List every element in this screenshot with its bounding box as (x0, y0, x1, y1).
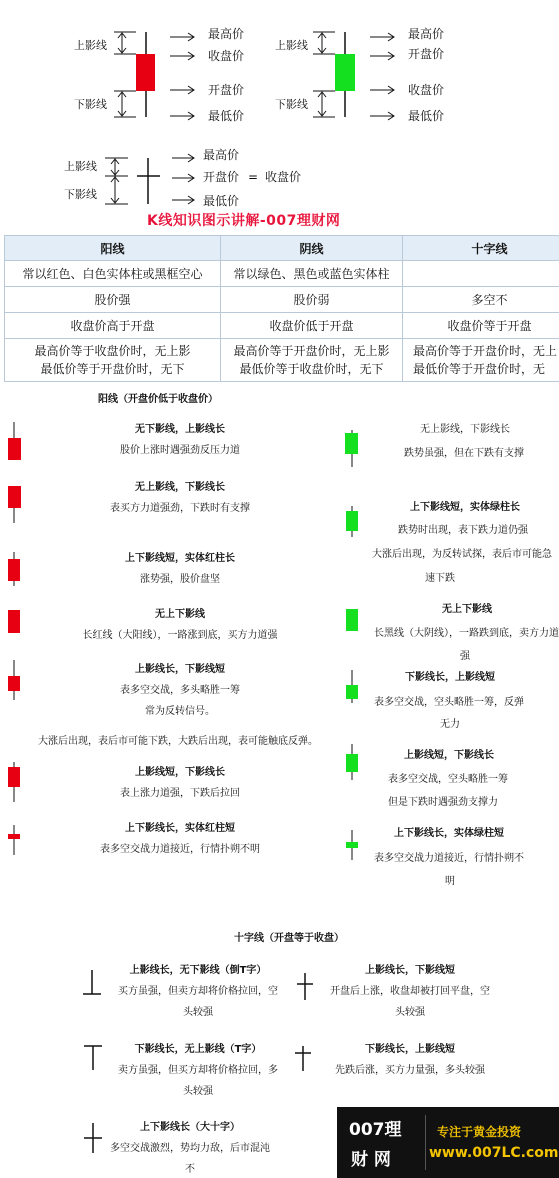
yang-item-text: 常为反转信号。 (145, 706, 215, 717)
doji-section-title: 十字线（开盘等于收盘） (234, 933, 344, 944)
yin-item-2-text: 跌势时出现，表下跌力道仍强 (398, 525, 528, 536)
doji-lower-shadow-label: 下影线 (64, 188, 97, 201)
green-open-label: 开盘价 (408, 47, 445, 61)
doji-item-text: 头较强 (395, 1007, 425, 1018)
yin-item-1-title: 无上影线，下影线长 (420, 424, 510, 435)
green-candle-body (335, 54, 355, 91)
doji-item-text: 不 (185, 1164, 195, 1175)
doji-low-label: 最低价 (203, 194, 240, 208)
doji-item-title: 下影线长，上影线短 (365, 1044, 455, 1055)
yin-item-3-title: 无上下影线 (442, 604, 492, 615)
yin-candle-3 (346, 609, 358, 631)
yang-item-1 (60, 424, 300, 457)
yang-item-text: 涨势强，股价盘坚 (140, 574, 220, 585)
doji-item-4 (310, 1044, 510, 1077)
yang-candles (0, 410, 30, 870)
doji-item-3 (98, 1044, 298, 1098)
red-close-label: 收盘价 (208, 49, 245, 63)
yin-item-4-text: 表多空交战，空头略胜一筹，反弹 (374, 697, 524, 708)
doji-upper-shadow-label: 上影线 (64, 160, 97, 173)
yang-candle-5 (8, 676, 20, 691)
yang-item-4 (60, 609, 300, 642)
yang-item-3 (60, 553, 300, 586)
green-lower-shadow-label: 下影线 (275, 98, 308, 111)
yin-candle-6 (346, 842, 358, 848)
green-close-label: 收盘价 (408, 83, 445, 97)
table-cell: 股价强 (5, 287, 221, 313)
logo-divider (425, 1115, 426, 1170)
doji-item-title: 上下影线长（大十字） (140, 1122, 240, 1133)
doji-item-2 (310, 965, 510, 1019)
site-logo[interactable] (337, 1107, 559, 1178)
yang-item-6 (60, 767, 300, 800)
kline-comparison-table (4, 235, 559, 382)
yang-item-title: 无下影线，上影线长 (135, 424, 225, 435)
yin-candle-1 (345, 433, 358, 454)
doji-item-title: 下影线长，无上影线（T字） (134, 1044, 262, 1055)
yang-item-text: 长红线（大阳线），一路涨到底，买方力道强 (82, 630, 278, 641)
yin-item-3-text: 长黑线（大阴线），一路跌到底，卖方力道 (374, 628, 559, 639)
doji-item-text: 先跌后涨，买方力量强，多头较强 (335, 1065, 485, 1076)
yin-item-4-text: 无力 (440, 719, 460, 730)
yin-item-2-text: 大涨后出现，为反转试探，表后市可能急 (372, 549, 552, 560)
yang-item-text: 表买方力道强劲，下跌时有支撑 (110, 503, 250, 514)
cell-line: 最高价等于开盘价时，无上影 (233, 344, 390, 358)
logo-text-2: 财 网 (351, 1150, 391, 1170)
doji-open-label: 开盘价 (203, 170, 240, 184)
yang-candle-3 (8, 559, 20, 581)
yin-item-2-text: 速下跌 (425, 573, 455, 584)
yang-item-title: 上下影线短，实体红柱长 (125, 553, 235, 564)
yang-item-title: 上影线短，下影线长 (135, 767, 225, 778)
yang-candle-7 (8, 834, 20, 839)
table-row (5, 287, 559, 313)
yin-item-5-text: 表多空交战，空头略胜一筹 (388, 774, 508, 785)
cell-line: 最低价等于开盘价时，无下 (40, 362, 185, 376)
table-cell: 股价弱 (221, 287, 403, 313)
yin-candle-4 (346, 685, 358, 699)
yin-item-6-text: 表多空交战力道接近，行情扑朔不 (374, 853, 524, 864)
yin-candles (338, 420, 368, 870)
table-cell (403, 261, 559, 287)
table-header-doji: 十字线 (403, 236, 559, 261)
table-cell: 收盘价等于开盘 (403, 313, 559, 339)
red-high-label: 最高价 (208, 27, 245, 41)
yin-item-3-text: 强 (460, 651, 470, 662)
yang-item-5 (60, 664, 300, 718)
table-cell: 收盘价低于开盘 (221, 313, 403, 339)
logo-site-url[interactable]: www.007LC.com (429, 1145, 559, 1161)
table-row (5, 261, 559, 287)
yin-item-5-title: 上影线短，下影线长 (404, 750, 494, 761)
yang-candle-4 (8, 610, 20, 633)
green-low-label: 最低价 (408, 109, 445, 123)
table-header-row (5, 236, 559, 261)
cell-line: 最高价等于收盘价时，无上影 (34, 344, 191, 358)
yang-candle-6 (8, 767, 20, 787)
doji-item-text: 头较强 (183, 1007, 213, 1018)
yin-item-1-text: 跌势虽强，但在下跌有支撑 (404, 448, 524, 459)
table-cell (221, 339, 403, 382)
doji-item-text: 卖方虽强，但买方却将价格拉回，多 (118, 1065, 278, 1076)
red-open-label: 开盘价 (208, 83, 245, 97)
doji-item-title: 上影线长，下影线短 (365, 965, 455, 976)
yang-item-title: 无上下影线 (155, 609, 205, 620)
yang-section-title: 阳线（开盘价低于收盘价） (98, 394, 218, 405)
cell-line: 最低价等于开盘价时，无 (413, 362, 546, 376)
yang-item-title: 无上影线，下影线长 (135, 482, 225, 493)
doji-item-text: 开盘后上涨，收盘却被打回平盘，空 (330, 986, 490, 997)
logo-slogan: 专注于黄金投资 (437, 1125, 522, 1139)
cell-line: 最高价等于开盘价时，无上 (413, 344, 558, 358)
yin-item-6-text: 明 (445, 876, 455, 887)
yang-candle-1 (8, 438, 21, 460)
red-low-label: 最低价 (208, 109, 245, 123)
yin-candle-5 (346, 754, 358, 772)
table-row (5, 339, 559, 382)
yin-item-4-title: 下影线长，上影线短 (405, 672, 495, 683)
yang-item-title: 上影线长，下影线短 (135, 664, 225, 675)
yin-item-6-title: 上下影线长，实体绿柱短 (394, 828, 504, 839)
yang-item-text: 股价上涨时遇强劲反压力道 (120, 445, 240, 456)
doji-item-text: 头较强 (183, 1086, 213, 1097)
table-cell: 常以绿色、黑色或蓝色实体柱 (221, 261, 403, 287)
yang-item-text: 大涨后出现，表后市可能下跌，大跌后出现，表可能触底反弹。 (38, 736, 318, 747)
doji-item-text: 买方虽强，但卖方却将价格拉回，空 (118, 986, 278, 997)
yang-item-7 (60, 823, 300, 856)
table-cell: 多空不 (403, 287, 559, 313)
yang-item-title: 上下影线长，实体红柱短 (125, 823, 235, 834)
yang-item-text: 表上涨力道强，下跌后拉回 (120, 788, 240, 799)
doji-equals: = (248, 170, 259, 184)
doji-item-5 (90, 1122, 290, 1176)
doji-item-1 (98, 965, 298, 1019)
yang-candle-2 (8, 486, 21, 508)
doji-item-title: 上影线长，无下影线（倒T字） (129, 965, 267, 976)
table-cell: 收盘价高于开盘 (5, 313, 221, 339)
red-candle-body (136, 54, 155, 91)
table-header-yang: 阳线 (5, 236, 221, 261)
doji-close-label: 收盘价 (265, 170, 302, 184)
yang-item-text: 表多空交战，多头略胜一筹 (120, 685, 240, 696)
table-cell: 常以红色、白色实体柱或黑框空心 (5, 261, 221, 287)
yin-item-5-text: 但是下跌时遇强劲支撑力 (388, 797, 498, 808)
yang-item-text: 表多空交战力道接近，行情扑朔不明 (100, 844, 260, 855)
table-cell (5, 339, 221, 382)
page-banner-title: K线知识图示讲解-007理财网 (147, 213, 341, 229)
yang-item-2 (60, 482, 300, 515)
yin-item-2-title: 上下影线短，实体绿柱长 (410, 502, 520, 513)
red-lower-shadow-label: 下影线 (74, 98, 107, 111)
green-high-label: 最高价 (408, 27, 445, 41)
table-cell (403, 339, 559, 382)
cell-line: 最低价等于收盘价时，无下 (239, 362, 384, 376)
doji-item-text: 多空交战激烈，势均力敌，后市混沌 (110, 1143, 270, 1154)
green-upper-shadow-label: 上影线 (275, 39, 308, 52)
doji-high-label: 最高价 (203, 148, 240, 162)
logo-text-1: 007理 (349, 1120, 402, 1140)
yin-candle-2 (346, 511, 358, 531)
table-row (5, 313, 559, 339)
red-upper-shadow-label: 上影线 (74, 39, 107, 52)
table-header-yin: 阴线 (221, 236, 403, 261)
